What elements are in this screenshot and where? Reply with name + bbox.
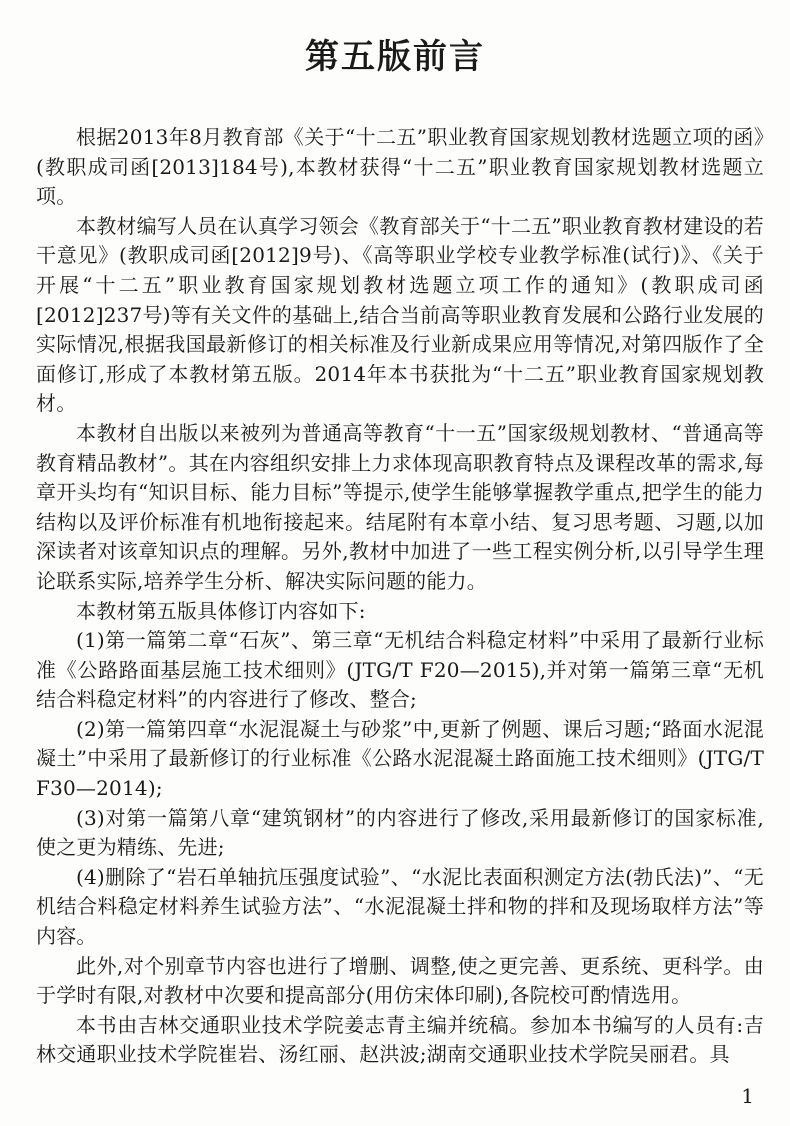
- paragraph-revision-item-1: (1)第一篇第二章“石灰”、第三章“无机结合料稳定材料”中采用了最新行业标准《公路路面基层施工技术细则》(JTG/T F20—2015),并对第一篇第三章“无机结合料稳定材料”的内容进行了修改、整合;: [36, 628, 764, 712]
- paragraph-project-approval: 根据2013年8月教育部《关于“十二五”职业教育国家规划教材选题立项的函》(教职成司函[2013]184号),本教材获得“十二五”职业教育国家规划教材选题立项。: [36, 125, 764, 209]
- page-number: 1: [741, 1084, 754, 1108]
- preface-body: [36, 123, 764, 1070]
- paragraph-revision-item-3: (3)对第一篇第八章“建筑钢材”的内容进行了修改,采用最新修订的国家标准,使之更为精练、先进;: [36, 805, 764, 860]
- paragraph-revision-item-2: (2)第一篇第四章“水泥混凝土与砂浆”中,更新了例题、课后习题;“路面水泥混凝土”中采用了最新修订的行业标准《公路水泥混凝土路面施工技术细则》(JTG/T F30—2014);: [36, 716, 764, 801]
- paragraph-textbook-features: 本教材自出版以来被列为普通高等教育“十一五”国家级规划教材、“普通高等教育精品教材”。其在内容组织安排上力求体现高职教育特点及课程改革的需求,每章开头均有“知识目标、能力目标”等提示,使学生能够掌握教学重点,把学生的能力结构以及评价标准有机地衔接起来。结尾附有本章小结、复习思考题、习题,以加深读者对该章知识点的理解。另外,教材中加进了一些工程实例分析,以引导学生理论联系实际,培养学生分析、解决实际问题的能力。: [36, 420, 764, 593]
- paragraph-revision-item-4: (4)删除了“岩石单轴抗压强度试验”、“水泥比表面积测定方法(勃氏法)”、“无机结合料稳定材料养生试验方法”、“水泥混凝土拌和物的拌和及现场取样方法”等内容。: [36, 864, 764, 949]
- page-title: 第五版前言: [305, 37, 485, 77]
- paragraph-revision-basis: 本教材编写人员在认真学习领会《教育部关于“十二五”职业教育教材建设的若干意见》(教职成司函[2012]9号)、《高等职业学校专业教学标准(试行)》、《关于开展“十二五”职业教育国家规划教材选题立项工作的通知》(教职成司函[2012]237号)等有关文件的基础上,结合当前高等职业教育发展和公路行业发展的实际情况,根据我国最新修订的相关标准及行业新成果应用等情况,对第四版作了全面修订,形成了本教材第五版。2014年本书获批为“十二五”职业教育国家规划教材。: [36, 213, 764, 416]
- paragraph-authors: 本书由吉林交通职业技术学院姜志青主编并统稿。参加本书编写的人员有:吉林交通职业技术学院崔岩、汤红丽、赵洪波;湖南交通职业技术学院吴丽君。具: [36, 1012, 764, 1067]
- paragraph-revision-intro: 本教材第五版具体修订内容如下:: [76, 598, 366, 623]
- paragraph-other-adjustments: 此外,对个别章节内容也进行了增删、调整,使之更完善、更系统、更科学。由于学时有限,对教材中次要和提高部分(用仿宋体印刷),各院校可酌情选用。: [36, 953, 764, 1008]
